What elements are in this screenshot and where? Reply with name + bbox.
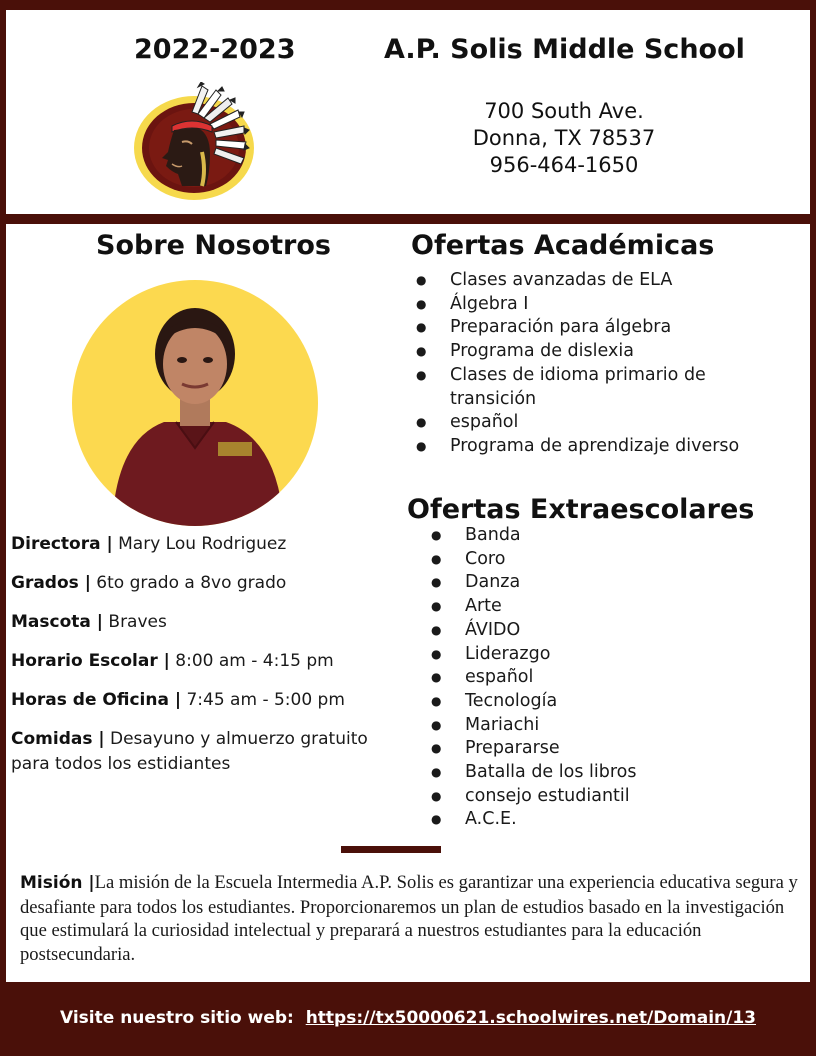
list-item: ● Programa de dislexia [450, 340, 790, 364]
fact-value: 8:00 am - 4:15 pm [169, 651, 334, 671]
academic-list [450, 269, 790, 459]
school-name: A.P. Solis Middle School [384, 34, 745, 65]
fact-meals [11, 727, 371, 777]
fact-value: Mary Lou Rodriguez [112, 534, 287, 554]
list-item: ● Coro [465, 548, 785, 572]
chief-headdress-logo-icon [132, 82, 266, 200]
fact-label: Grados | [11, 573, 91, 593]
fact-grades [11, 571, 371, 596]
main-panel [6, 224, 810, 982]
fact-school-hours [11, 649, 371, 674]
list-item: ● Programa de aprendizaje diverso [450, 435, 790, 459]
extracurricular-heading: Ofertas Extraescolares [407, 494, 755, 525]
list-item: ● Tecnología [465, 690, 785, 714]
school-phone: 956-464-1650 [489, 153, 639, 177]
fact-label: Directora | [11, 534, 113, 554]
list-item: ● Liderazgo [465, 643, 785, 667]
school-facts [11, 532, 371, 791]
section-divider [341, 846, 441, 853]
list-item: ● español [450, 411, 790, 435]
list-item: ● Mariachi [465, 714, 785, 738]
fact-mascot [11, 610, 371, 635]
list-item: ● Prepararse [465, 737, 785, 761]
mission-label: Misión | [20, 873, 95, 893]
footer-prefix: Visite nuestro sitio web: [59, 1008, 294, 1028]
header-panel [6, 10, 810, 214]
list-item: ● consejo estudiantil [465, 785, 785, 809]
list-item: ● Batalla de los libros [465, 761, 785, 785]
list-item: ● Arte [465, 595, 785, 619]
list-item: ● Álgebra I [450, 293, 790, 317]
extracurricular-list [465, 524, 785, 832]
mission-text: La misión de la Escuela Intermedia A.P. Solis es garantizar una experiencia educativa segura y desafiante para todos los estudiantes. Proporcionaremos un plan de estudios basado en la investigación que estimulará la curiosidad intelectual y preparará a nuestros estudiantes para la educación postsecundaria. [20, 872, 798, 965]
fact-value: Desayuno y almuerzo gratuito para todos los estidiantes [11, 729, 368, 774]
website-link[interactable]: https://tx50000621.schoolwires.net/Domain/13 [305, 1008, 756, 1028]
fact-office-hours [11, 688, 371, 713]
fact-value: 7:45 am - 5:00 pm [181, 690, 345, 710]
mission-statement [20, 871, 800, 966]
fact-label: Horas de Oficina | [11, 690, 182, 710]
fact-label: Horario Escolar | [11, 651, 170, 671]
school-address [406, 98, 722, 179]
address-street: 700 South Ave. [484, 99, 644, 123]
list-item: ● Banda [465, 524, 785, 548]
list-item: ● español [465, 666, 785, 690]
principal-portrait-icon [72, 280, 318, 526]
list-item: ● Preparación para álgebra [450, 316, 790, 340]
list-item: ● ÁVIDO [465, 619, 785, 643]
fact-label: Comidas | [11, 729, 105, 749]
academic-heading: Ofertas Académicas [411, 230, 715, 261]
fact-label: Mascota | [11, 612, 103, 632]
list-item: ● Danza [465, 571, 785, 595]
school-year: 2022-2023 [134, 34, 296, 65]
list-item: ● A.C.E. [465, 808, 785, 832]
footer [0, 1008, 816, 1028]
list-item: ● Clases avanzadas de ELA [450, 269, 790, 293]
fact-value: 6to grado a 8vo grado [90, 573, 287, 593]
fact-principal [11, 532, 371, 557]
list-item: ● Clases de idioma primario de transición [450, 364, 790, 411]
about-heading: Sobre Nosotros [96, 230, 331, 261]
fact-value: Braves [103, 612, 167, 632]
address-city: Donna, TX 78537 [472, 126, 656, 150]
